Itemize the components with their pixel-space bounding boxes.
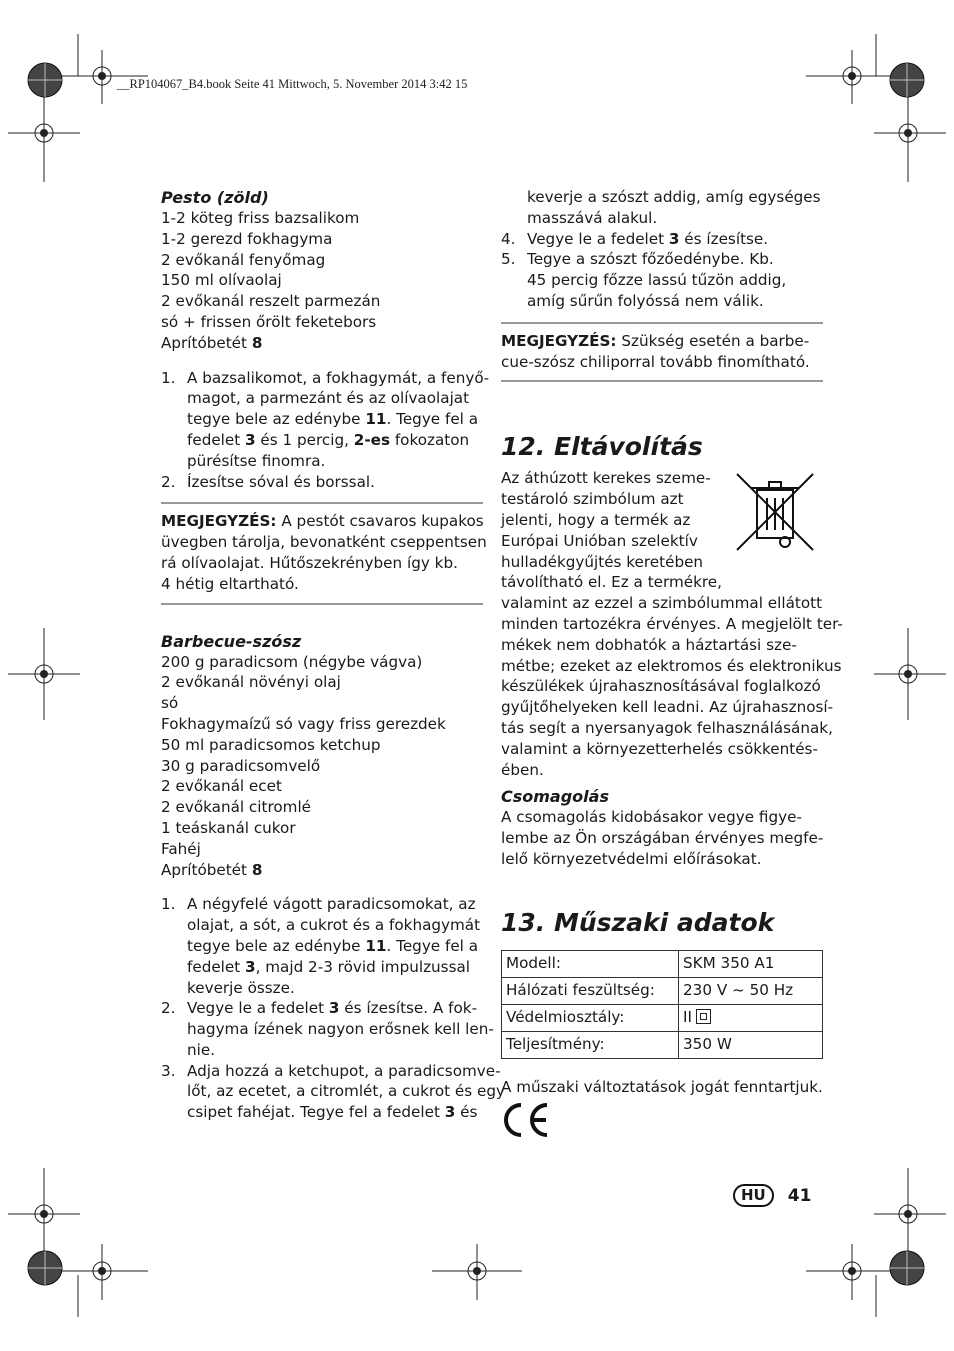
specs-heading: 13. Műszaki adatok (501, 907, 775, 937)
table-row: Modell: SKM 350 A1 (502, 950, 823, 977)
packaging-text: A csomagolás kidobásakor vegye figye- (501, 808, 802, 827)
ingredient: 2 evőkanál ecet (161, 777, 282, 796)
table-row: Hálózati feszültség: 230 V ~ 50 Hz (502, 977, 823, 1004)
specs-table (501, 950, 823, 1059)
ingredient: 1 teáskanál cukor (161, 818, 296, 837)
pesto-title: Pesto (zöld) (161, 188, 269, 207)
list-item: 4. Vegye le a fedelet 3 és ízesítse. (501, 229, 769, 248)
ingredient: só (161, 694, 179, 713)
pesto-steps (161, 368, 490, 493)
packaging-title: Csomagolás (501, 787, 609, 807)
disposal-text: Az áthúzott kerekes szeme- (501, 469, 711, 488)
crossed-bin-icon (733, 470, 817, 554)
list-item: 5. Tegye a szószt főzőedénybe. Kb. 45 percig főzze lassú tűzön addig, amíg sűrűn folyóssá nem válik. (501, 250, 787, 310)
ingredient: 30 g paradicsomvelő (161, 756, 321, 775)
ingredient: 200 g paradicsom (négybe vágva) (161, 652, 423, 671)
page-footer (733, 1184, 811, 1207)
list-item: 2. Ízesítse sóval és borssal. (161, 472, 375, 491)
ingredient: 150 ml olívaolaj (161, 271, 282, 290)
bbq-title: Barbecue-szósz (161, 631, 302, 651)
step3-continued: keverje a szószt addig, amíg egységes (527, 188, 821, 206)
list-item: 2. Vegye le a fedelet 3 és ízesítse. A fok- hagyma ízének nagyon erősnek kell len- nie. (161, 999, 494, 1059)
right-column: keverje a szószt addig, amíg egységes masszává alakul. 4. Vegye le a fedelet 3 és ízesítse. 5. Tegye a szószt főzőedénybe. Kb. 45 percig főzze lassú tűzön addig, amíg sűrűn folyóssá nem válik. MEGJEGYZÉS: Szükség esetén a barbe- cue-szósz chiliporral tovább finomítható. 12. Eltávolítás Az áthúzott kerekes szeme- testároló szimbólum azt jelenti, hogy a termék az Európai Unióban szelektív hulladékgyűjtés keretében távolítható el. Ez a termékre, valamint az ezzel a szimbólummal ellátott minden tartozékra érvényes. A megjelölt ter- mékek nem dobhatók a háztartási sze- métbe; ezeket az elektromos és elektronikus készülékek újrahasznosításával foglalkozó gyűjtőhelyeken kell leadni. Az újrahasznosí- tás segít a nyersanyagok felhasználásának, valamint a környezetterhelés csökkentés- ében. Csomagolás A csomagolás kidobásakor vegye figye- lembe az Ön országában érvényes megfe- lelő környezetvédelmi előírásokat. 13. Műszaki adatok Modell: SKM 350 A1 Hálózati feszültség: 230 V ~ 50 Hz Védelmiosztály: II Teljesítmény: 350 W A műszaki változtatások jogát fenntartjuk. (501, 187, 823, 1143)
page-number: 41 (787, 1185, 812, 1206)
step3-continued: masszává alakul. (527, 208, 658, 227)
ingredient: 2 evőkanál növényi olaj (161, 673, 341, 692)
tool-line: Aprítóbetét 8 (161, 860, 263, 879)
language-badge: HU (733, 1184, 774, 1207)
ingredient: só + frissen őrölt feketebors (161, 312, 377, 331)
table-row: Teljesítmény: 350 W (502, 1031, 823, 1058)
disposal-heading: 12. Eltávolítás (501, 432, 703, 462)
ingredient: 2 evőkanál citromlé (161, 798, 312, 817)
ce-mark-icon (501, 1102, 551, 1138)
list-item: 3. Adja hozzá a ketchupot, a paradicsomve- lőt, az ecetet, a citromlét, a cukrot és egy csipet fahéjat. Tegye fel a fedelet 3 és (161, 1061, 505, 1122)
ingredient: Fokhagymaízű só vagy friss gerezdek (161, 714, 446, 733)
list-item: 1. A bazsalikomot, a fokhagymát, a fenyő- magot, a parmezánt és az olívaolajat tegye bele az edénybe 11. Tegye fel a fedelet 3 és 1 percig, 2-es fokozaton pürésítse finomra. (161, 368, 490, 470)
ingredient: 1-2 gerezd fokhagyma (161, 229, 333, 248)
ingredient: 50 ml paradicsomos ketchup (161, 735, 381, 754)
bbq-steps (161, 894, 505, 1123)
protection-class-icon (696, 1009, 711, 1024)
print-header: __RP104067_B4.book Seite 41 Mittwoch, 5. November 2014 3:42 15 (117, 77, 468, 91)
pesto-note: MEGJEGYZÉS: A pestót csavaros kupakos üvegben tárolja, bevonatként cseppentsen rá olívaolajat. Hűtőszekrényben így kb. 4 hétig eltartható. (161, 502, 483, 604)
table-row: Védelmiosztály: II (502, 1004, 823, 1031)
list-item: 1. A négyfelé vágott paradicsomokat, az olajat, a sót, a cukrot és a fokhagymát tegye bele az edénybe 11. Tegye fel a fedelet 3, majd 2-3 rövid impulzussal keverje össze. (161, 895, 481, 997)
ingredient: Fahéj (161, 839, 201, 858)
tool-line: Aprítóbetét 8 (161, 333, 263, 352)
bbq-steps-continued (501, 229, 823, 312)
ingredient: 2 evőkanál fenyőmag (161, 250, 326, 269)
ingredient: 1-2 köteg friss bazsalikom (161, 209, 360, 227)
ingredient: 2 evőkanál reszelt parmezán (161, 292, 381, 311)
left-column (161, 187, 505, 1123)
bbq-note: MEGJEGYZÉS: Szükség esetén a barbe- cue-szósz chiliporral tovább finomítható. (501, 322, 823, 383)
specs-footnote: A műszaki változtatások jogát fenntartjuk. (501, 1077, 823, 1096)
